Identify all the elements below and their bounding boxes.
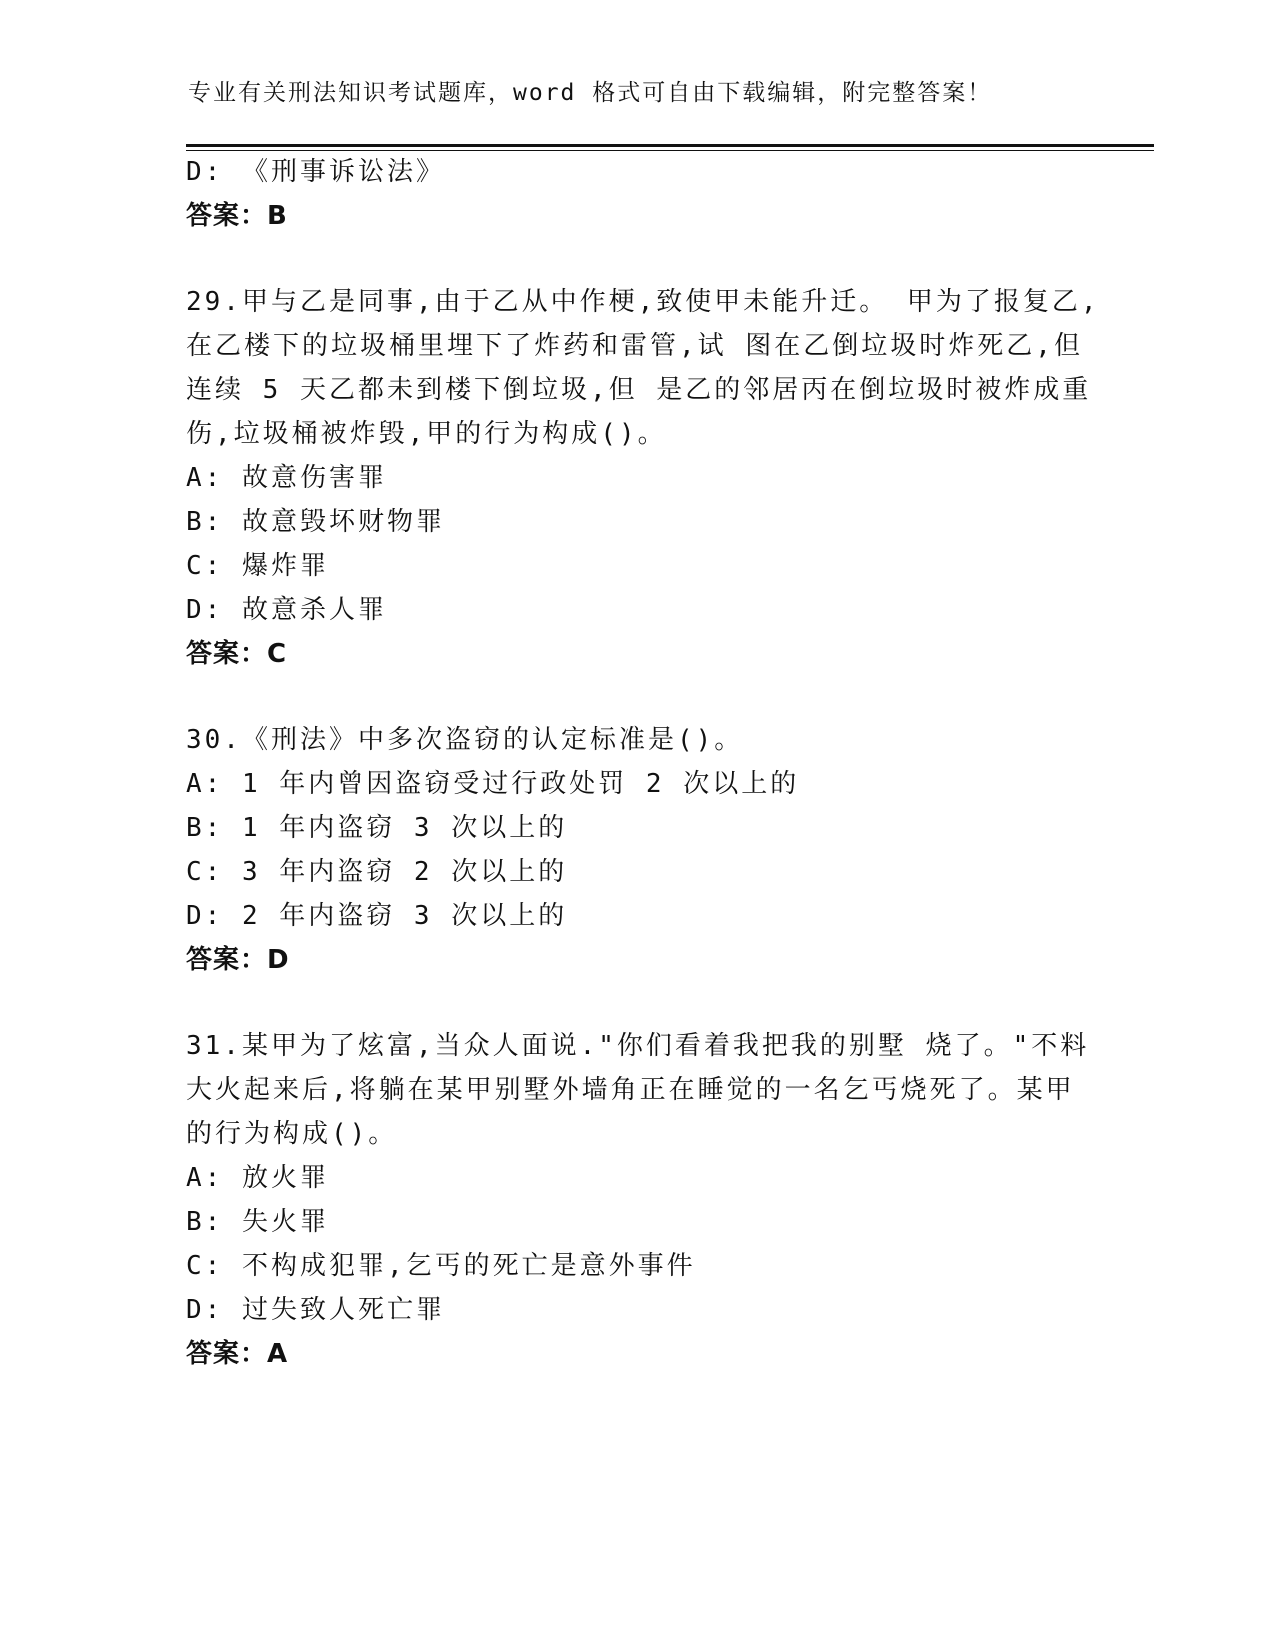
answer: 答案：C	[186, 639, 288, 669]
header-rule-thin	[186, 150, 1154, 151]
header-rule-thick	[186, 144, 1154, 147]
option-d: D: 过失致人死亡罪	[186, 1295, 445, 1325]
option-b: B: 故意毁坏财物罪	[186, 507, 445, 537]
question-text-line: 31.某甲为了炫富,当众人面说."你们看着我把我的别墅 烧了。"不料	[186, 1031, 1090, 1061]
question-text-line: 的行为构成()。	[186, 1119, 398, 1149]
header-text: 专业有关刑法知识考试题库，word 格式可自由下载编辑，附完整答案！	[188, 80, 993, 106]
question-text-line: 在乙楼下的垃圾桶里埋下了炸药和雷管,试 图在乙倒垃圾时炸死乙,但	[186, 331, 1083, 361]
question-text-line: 29.甲与乙是同事,由于乙从中作梗,致使甲未能升迁。 甲为了报复乙,	[186, 287, 1100, 317]
answer: 答案：A	[186, 1339, 289, 1369]
question-text-line: 30.《刑法》中多次盗窃的认定标准是()。	[186, 725, 744, 755]
question-text-line: 连续 5 天乙都未到楼下倒垃圾,但 是乙的邻居丙在倒垃圾时被炸成重	[186, 375, 1092, 405]
option-b: B: 1 年内盗窃 3 次以上的	[186, 813, 568, 843]
option-c: C: 爆炸罪	[186, 551, 329, 581]
answer: 答案：D	[186, 945, 290, 975]
option-c: C: 不构成犯罪,乞丐的死亡是意外事件	[186, 1251, 696, 1281]
option-a: A: 放火罪	[186, 1163, 329, 1193]
question-text-line: 大火起来后,将躺在某甲别墅外墙角正在睡觉的一名乞丐烧死了。某甲	[186, 1075, 1075, 1105]
option-a: A: 1 年内曾因盗窃受过行政处罚 2 次以上的	[186, 769, 800, 799]
option-d: D: 《刑事诉讼法》	[186, 157, 445, 187]
option-d: D: 故意杀人罪	[186, 595, 387, 625]
option-b: B: 失火罪	[186, 1207, 329, 1237]
option-d: D: 2 年内盗窃 3 次以上的	[186, 901, 568, 931]
question-text-line: 伤,垃圾桶被炸毁,甲的行为构成()。	[186, 419, 667, 449]
answer: 答案：B	[186, 201, 288, 231]
option-c: C: 3 年内盗窃 2 次以上的	[186, 857, 568, 887]
option-a: A: 故意伤害罪	[186, 463, 387, 493]
